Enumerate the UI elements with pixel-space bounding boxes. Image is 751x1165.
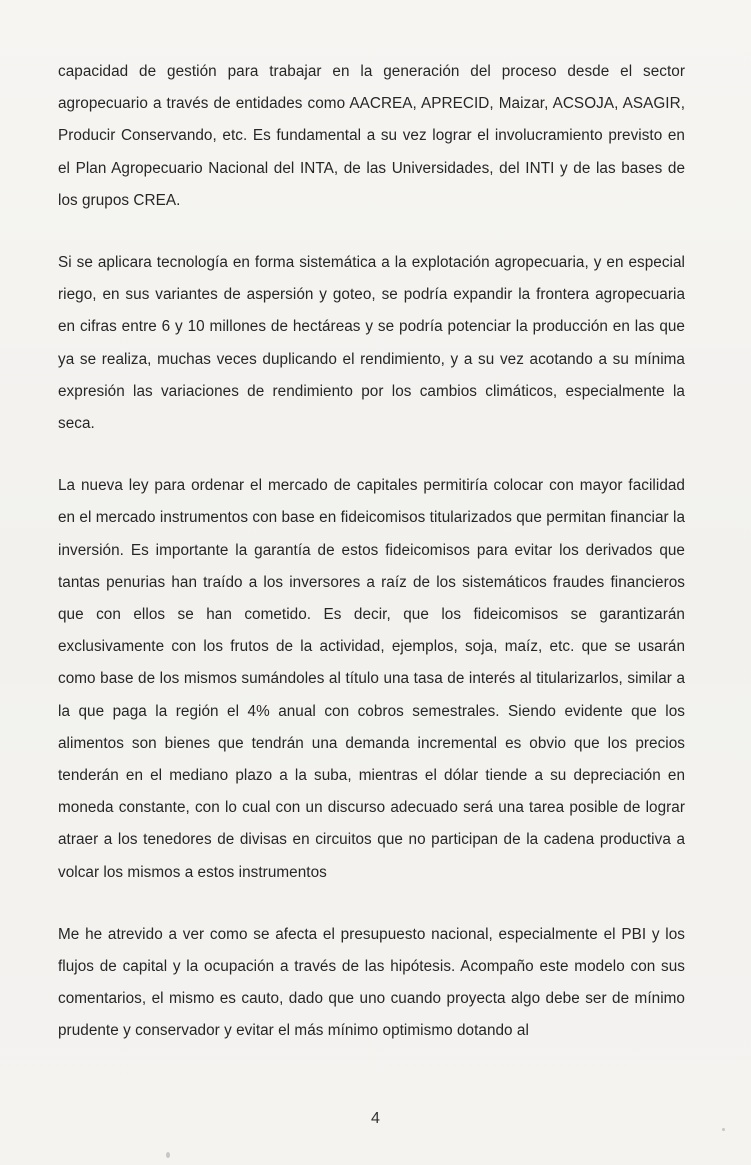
paragraph-4: Me he atrevido a ver como se afecta el presupuesto nacional, especialmente el PBI y los flujos de capital y la ocupación a través de las hipótesis. Acompaño este modelo con sus comentarios, el mismo es cauto, dado que uno cuando proyecta algo debe ser de mínimo prudente y conservador y evitar el más mínimo optimismo dotando al [58, 925, 685, 1040]
scan-speck [722, 1128, 725, 1131]
scan-speck [166, 1152, 170, 1158]
paragraph-1: capacidad de gestión para trabajar en la generación del proceso desde el sector agropecuario a través de entidades como AACREA, APRECID, Maizar, ACSOJA, ASAGIR, Producir Conservando, etc. Es fundamental a su vez lograr el involucramiento previsto en el Plan Agropecuario Nacional del INTA, de las Universidades, del INTI y de las bases de los grupos CREA. [58, 63, 685, 209]
paragraph-3: La nueva ley para ordenar el mercado de capitales permitiría colocar con mayor facilidad en el mercado instrumentos con base en fideicomisos titularizados que permitan financiar la inversión. Es importante la garantía de estos fideicomisos para evitar los derivados que tantas penurias han traído a los inversores a raíz de los sistemáticos fraudes financieros que con ellos se han cometido. Es decir, que los fideicomisos se garantizarán exclusivamente con los frutos de la actividad, ejemplos, soja, maíz, etc. que se usarán como base de los mismos sumándoles al título una tasa de interés al titularizarlos, similar a la que paga la región el 4% anual con cobros semestrales. Siendo evidente que los alimentos son bienes que tendrán una demanda incremental es obvio que los precios tenderán en el mediano plazo a la suba, mientras el dólar tiende a su depreciación en moneda constante, con lo cual con un discurso adecuado será una tarea posible de lograr atraer a los tenedores de divisas en circuitos que no participan de la cadena productiva a volcar los mismos a estos instrumentos [58, 477, 685, 881]
page-number: 4 [371, 1110, 380, 1127]
paragraph-2: Si se aplicara tecnología en forma sistemática a la explotación agropecuaria, y en especial riego, en sus variantes de aspersión y goteo, se podría expandir la frontera agropecuaria en cifras entre 6 y 10 millones de hectáreas y se podría potenciar la producción en las que ya se realiza, muchas veces duplicando el rendimiento, y a su vez acotando a su mínima expresión las variaciones de rendimiento por los cambios climáticos, especialmente la seca. [58, 254, 685, 433]
document-body [58, 56, 685, 1048]
